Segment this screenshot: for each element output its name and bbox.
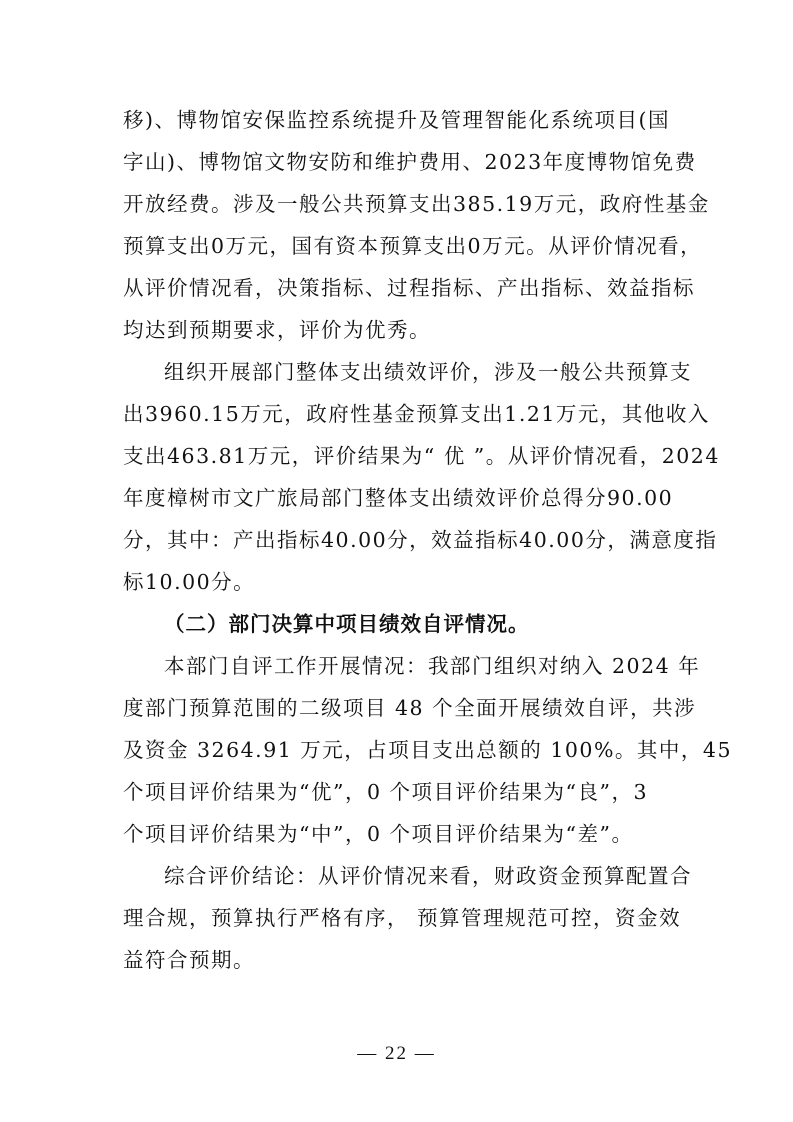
paragraph-1-line-6: 均达到预期要求，评价为优秀。	[123, 318, 431, 342]
paragraph-2-line-5: 分，其中：产出指标40.00分，效益指标40.00分，满意度指	[123, 528, 718, 552]
paragraph-3-line-4: 个项目评价结果为“优”，0 个项目评价结果为“良”，3	[123, 780, 649, 804]
paragraph-2-line-1: 组织开展部门整体支出绩效评价，涉及一般公共预算支	[164, 360, 692, 384]
paragraph-1-line-4: 预算支出0万元，国有资本预算支出0万元。从评价情况看，	[123, 234, 703, 258]
paragraph-3-line-2: 度部门预算范围的二级项目 48 个全面开展绩效自评，共涉	[123, 696, 697, 720]
paragraph-1-line-5: 从评价情况看，决策指标、过程指标、产出指标、效益指标	[123, 276, 695, 300]
paragraph-1-line-3: 开放经费。涉及一般公共预算支出385.19万元，政府性基金	[123, 192, 710, 216]
paragraph-1-line-1: 移)、博物馆安保监控系统提升及管理智能化系统项目(国	[123, 108, 670, 132]
paragraph-2-line-2: 出3960.15万元，政府性基金预算支出1.21万元，其他收入	[123, 402, 710, 426]
paragraph-2-line-6: 标10.00分。	[123, 570, 256, 594]
paragraph-2-line-3: 支出463.81万元，评价结果为“ 优 ”。从评价情况看，2024	[123, 444, 720, 468]
paragraph-4-line-2: 理合规，预算执行严格有序， 预算管理规范可控，资金效	[123, 906, 682, 930]
paragraph-3-line-5: 个项目评价结果为“中”，0 个项目评价结果为“差”。	[123, 822, 634, 846]
section-heading: （二）部门决算中项目绩效自评情况。	[164, 612, 530, 636]
page-number: — 22 —	[357, 1043, 436, 1064]
paragraph-2-line-4: 年度樟树市文广旅局部门整体支出绩效评价总得分90.00	[123, 486, 674, 510]
paragraph-3-line-1: 本部门自评工作开展情况：我部门组织对纳入 2024 年	[164, 654, 701, 678]
paragraph-4-line-3: 益符合预期。	[123, 948, 255, 972]
paragraph-1-line-2: 字山)、博物馆文物安防和维护费用、2023年度博物馆免费	[123, 150, 697, 174]
paragraph-4-line-1: 综合评价结论：从评价情况来看，财政资金预算配置合	[164, 864, 692, 888]
paragraph-3-line-3: 及资金 3264.91 万元，占项目支出总额的 100%。其中，45	[123, 738, 733, 762]
